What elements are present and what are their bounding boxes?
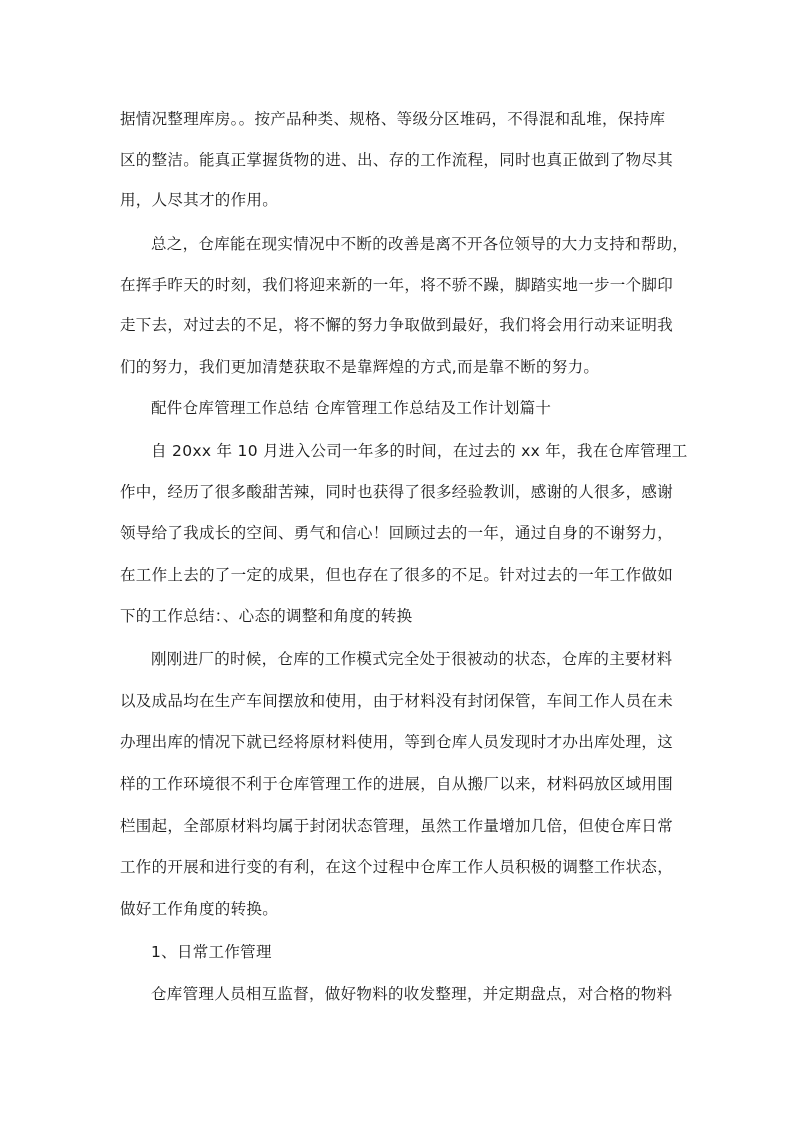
text-line: 自 20xx 年 10 月进入公司一年多的时间，在过去的 xx 年，我在仓库管理工: [151, 442, 688, 460]
text-line: 据情况整理库房。。按产品种类、规格、等级分区堆码，不得混和乱堆，保持库: [120, 110, 666, 128]
text-line: 在工作上去的了一定的成果，但也存在了很多的不足。针对过去的一年工作做如: [120, 566, 674, 584]
text-line: 作中，经历了很多酸甜苦辣，同时也获得了很多经验教训，感谢的人很多，感谢: [120, 483, 674, 501]
text-line: 工作的开展和进行变的有利，在这个过程中仓库工作人员积极的调整工作状态，: [120, 858, 674, 876]
text-line: 以及成品均在生产车间摆放和使用，由于材料没有封闭保管，车间工作人员在未: [120, 692, 674, 710]
text-line: 区的整洁。能真正掌握货物的进、出、存的工作流程，同时也真正做到了物尽其: [120, 151, 674, 169]
section-heading: 1、日常工作管理: [151, 943, 272, 961]
text-line: 仓库管理人员相互监督，做好物料的收发整理，并定期盘点，对合格的物料: [151, 985, 673, 1003]
text-line: 样的工作环境很不利于仓库管理工作的进展，自从搬厂以来，材料码放区域用围: [120, 775, 674, 793]
text-line: 办理出库的情况下就已经将原材料使用，等到仓库人员发现时才办出库处理，这: [120, 733, 674, 751]
text-line: 领导给了我成长的空间、勇气和信心！回顾过去的一年，通过自身的不谢努力，: [120, 524, 674, 542]
text-line: 栏围起，全部原材料均属于封闭状态管理，虽然工作量增加几倍，但使仓库日常: [120, 817, 674, 835]
text-line: 们的努力，我们更加清楚获取不是靠辉煌的方式,而是靠不断的努力。: [120, 358, 600, 376]
section-heading: 配件仓库管理工作总结 仓库管理工作总结及工作计划篇十: [151, 399, 552, 417]
text-line: 用，人尽其才的作用。: [120, 191, 279, 209]
text-line: 在挥手昨天的时刻，我们将迎来新的一年，将不骄不躁，脚踏实地一步一个脚印: [120, 276, 674, 294]
text-line: 做好工作角度的转换。: [120, 900, 279, 918]
text-line: 刚刚进厂的时候，仓库的工作模式完全处于很被动的状态，仓库的主要材料: [151, 650, 673, 668]
text-line: 走下去，对过去的不足，将不懈的努力争取做到最好，我们将会用行动来证明我: [120, 316, 674, 334]
text-line: 总之，仓库能在现实情况中不断的改善是离不开各位领导的大力支持和帮助，: [151, 235, 689, 253]
text-line: 下的工作总结：、心态的调整和角度的转换: [120, 607, 413, 625]
